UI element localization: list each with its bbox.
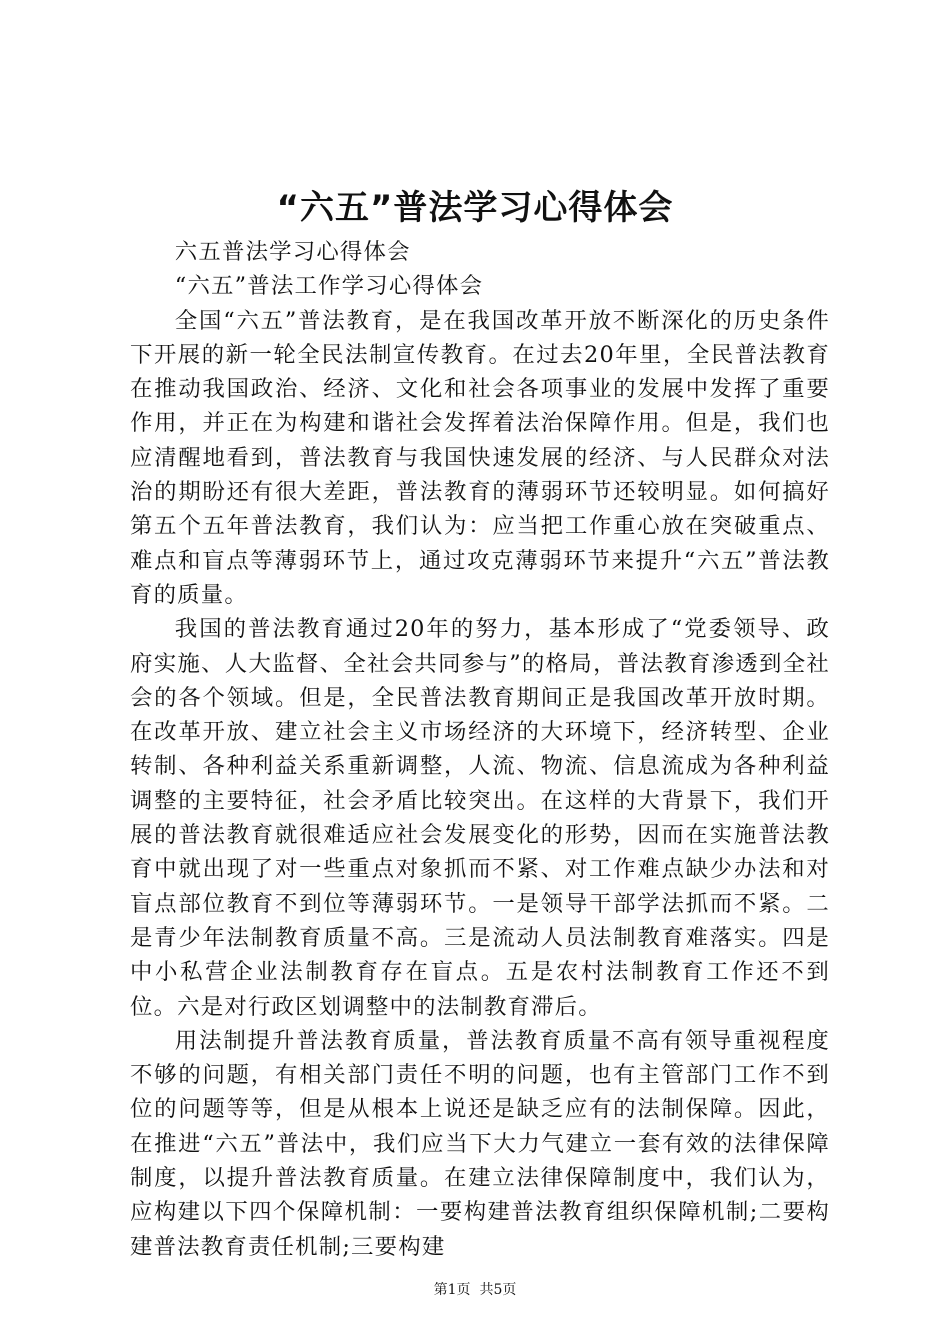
document-body [130,235,830,1264]
body-paragraph: 用法制提升普法教育质量，普法教育质量不高有领导重视程度不够的问题，有相关部门责任不明的问题，也有主管部门工作不到位的问题等等，但是从根本上说还是缺乏应有的法制保障。因此，在推进“六五”普法中，我们应当下大力气建立一套有效的法律保障制度，以提升普法教育质量。在建立法律保障制度中，我们认为，应构建以下四个保障机制：一要构建普法教育组织保障机制;二要构建普法教育责任机制;三要构建 [130,1027,830,1260]
document-title: “六五”普法学习心得体会 [276,188,674,228]
body-paragraph: 全国“六五”普法教育，是在我国改革开放不断深化的历史条件下开展的新一轮全民法制宣传教育。在过去20年里，全民普法教育在推动我国政治、经济、文化和社会各项事业的发展中发挥了重要作用，并正在为构建和谐社会发挥着法治保障作用。但是，我们也应清醒地看到，普法教育与我国快速发展的经济、与人民群众对法治的期盼还有很大差距，普法教育的薄弱环节还较明显。如何搞好第五个五年普法教育，我们认为：应当把工作重心放在突破重点、难点和盲点等薄弱环节上，通过攻克薄弱环节来提升“六五”普法教育的质量。 [130,307,830,608]
subtitle-line: 六五普法学习心得体会 [174,239,411,265]
page-footer: 第1页 共5页 [433,1282,517,1298]
subtitle-line: “六五”普法工作学习心得体会 [174,273,484,300]
body-paragraph: 我国的普法教育通过20年的努力，基本形成了“党委领导、政府实施、人大监督、全社会共同参与”的格局，普法教育渗透到全社会的各个领域。但是，全民普法教育期间正是我国改革开放时期。在改革开放、建立社会主义市场经济的大环境下，经济转型、企业转制、各种利益关系重新调整，人流、物流、信息流成为各种利益调整的主要特征，社会矛盾比较突出。在这样的大背景下，我们开展的普法教育就很难适应社会发展变化的形势，因而在实施普法教育中就出现了对一些重点对象抓而不紧、对工作难点缺少办法和对盲点部位教育不到位等薄弱环节。一是领导干部学法抓而不紧。二是青少年法制教育质量不高。三是流动人员法制教育难落实。四是中小私营企业法制教育存在盲点。五是农村法制教育工作还不到位。六是对行政区划调整中的法制教育滞后。 [130,616,830,1020]
